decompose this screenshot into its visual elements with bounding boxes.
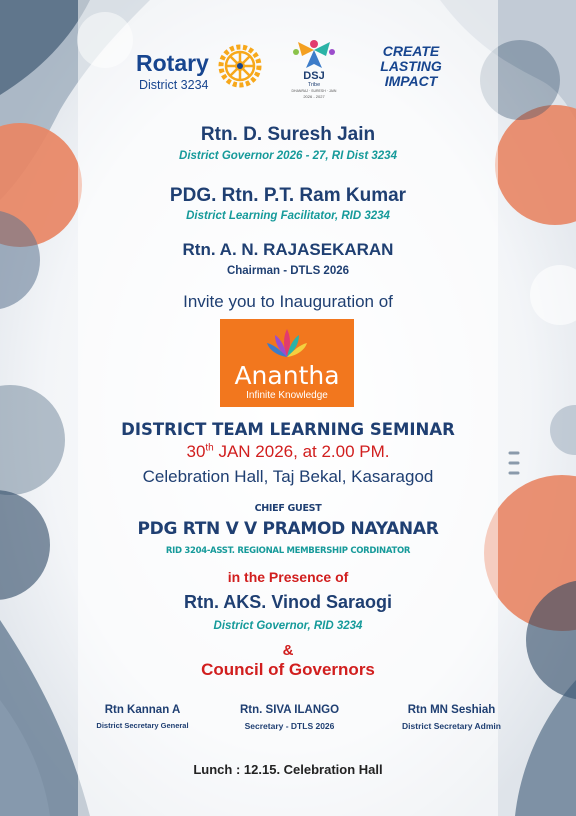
council-of-governors: Council of Governors xyxy=(201,660,375,679)
chief-guest-name: PDG RTN V V PRAMOD NAYANAR xyxy=(137,519,439,539)
event-date-suffix: th xyxy=(205,442,214,454)
rotary-wheel-icon xyxy=(218,44,262,88)
dsj-logo-sub: Tribe xyxy=(307,82,321,88)
secretary-1-name: Rtn Kannan A xyxy=(104,704,181,716)
presence-heading: in the Presence of xyxy=(227,569,349,585)
presence-name: Rtn. AKS. Vinod Saraogi xyxy=(183,592,393,612)
lotus-icon xyxy=(267,325,307,361)
rotary-district: District 3234 xyxy=(139,78,209,92)
tagline-line2: LASTING xyxy=(380,58,442,74)
event-date xyxy=(0,442,576,462)
tagline-line3: IMPACT xyxy=(384,73,438,89)
secretary-3-name: Rtn MN Seshiah xyxy=(407,704,496,716)
invite-text: Invite you to Inauguration of xyxy=(183,292,393,311)
secretary-2 xyxy=(222,704,357,731)
host-3-role: Chairman - DTLS 2026 xyxy=(226,265,350,277)
event-title: DISTRICT TEAM LEARNING SEMINAR xyxy=(121,420,455,439)
secretary-2-name: Rtn. SIVA ILANGO xyxy=(239,704,340,716)
dsj-tribe-logo xyxy=(288,38,340,100)
event-date-day: 30 xyxy=(186,442,206,461)
tagline-line1: CREATE xyxy=(382,43,440,59)
secretary-3 xyxy=(384,704,519,731)
dsj-figure-icon xyxy=(288,38,340,72)
event-date-rest: JAN 2026, at 2.00 PM. xyxy=(213,442,390,461)
chief-guest-heading: CHIEF GUEST xyxy=(254,503,322,514)
lunch-info: Lunch : 12.15. Celebration Hall xyxy=(193,762,383,777)
anantha-logo xyxy=(220,319,354,407)
host-3-name: Rtn. A. N. RAJASEKARAN xyxy=(182,240,394,259)
secretary-2-role: Secretary - DTLS 2026 xyxy=(244,721,335,731)
rotary-logo xyxy=(136,44,266,96)
secretary-3-role: District Secretary Admin xyxy=(402,721,501,731)
secretary-1 xyxy=(75,704,210,730)
secretary-1-role: District Secretary General xyxy=(96,721,189,730)
chief-guest-role: RID 3204-ASST. REGIONAL MEMBERSHIP CORDINATOR xyxy=(165,546,411,556)
dsj-logo-text: DSJ xyxy=(303,70,325,82)
tagline xyxy=(366,44,456,89)
dsj-logo-small: DHANRAJ · SURESH · JAIN xyxy=(291,89,337,93)
anantha-subtitle: Infinite Knowledge xyxy=(246,390,328,401)
host-1-name: Rtn. D. Suresh Jain xyxy=(200,124,376,145)
event-venue: Celebration Hall, Taj Bekal, Kasaragod xyxy=(142,467,434,486)
host-2-role: District Learning Facilitator, RID 3234 xyxy=(186,210,390,222)
host-1-role: District Governor 2026 - 27, RI Dist 3234 xyxy=(179,150,397,162)
host-2-name: PDG. Rtn. P.T. Ram Kumar xyxy=(169,185,407,206)
dsj-logo-years: 2026 - 2027 xyxy=(303,94,325,99)
anantha-brand: Anantha xyxy=(234,361,340,390)
presence-role: District Governor, RID 3234 xyxy=(213,620,363,632)
ampersand: & xyxy=(282,642,294,659)
rotary-name: Rotary xyxy=(136,50,209,76)
